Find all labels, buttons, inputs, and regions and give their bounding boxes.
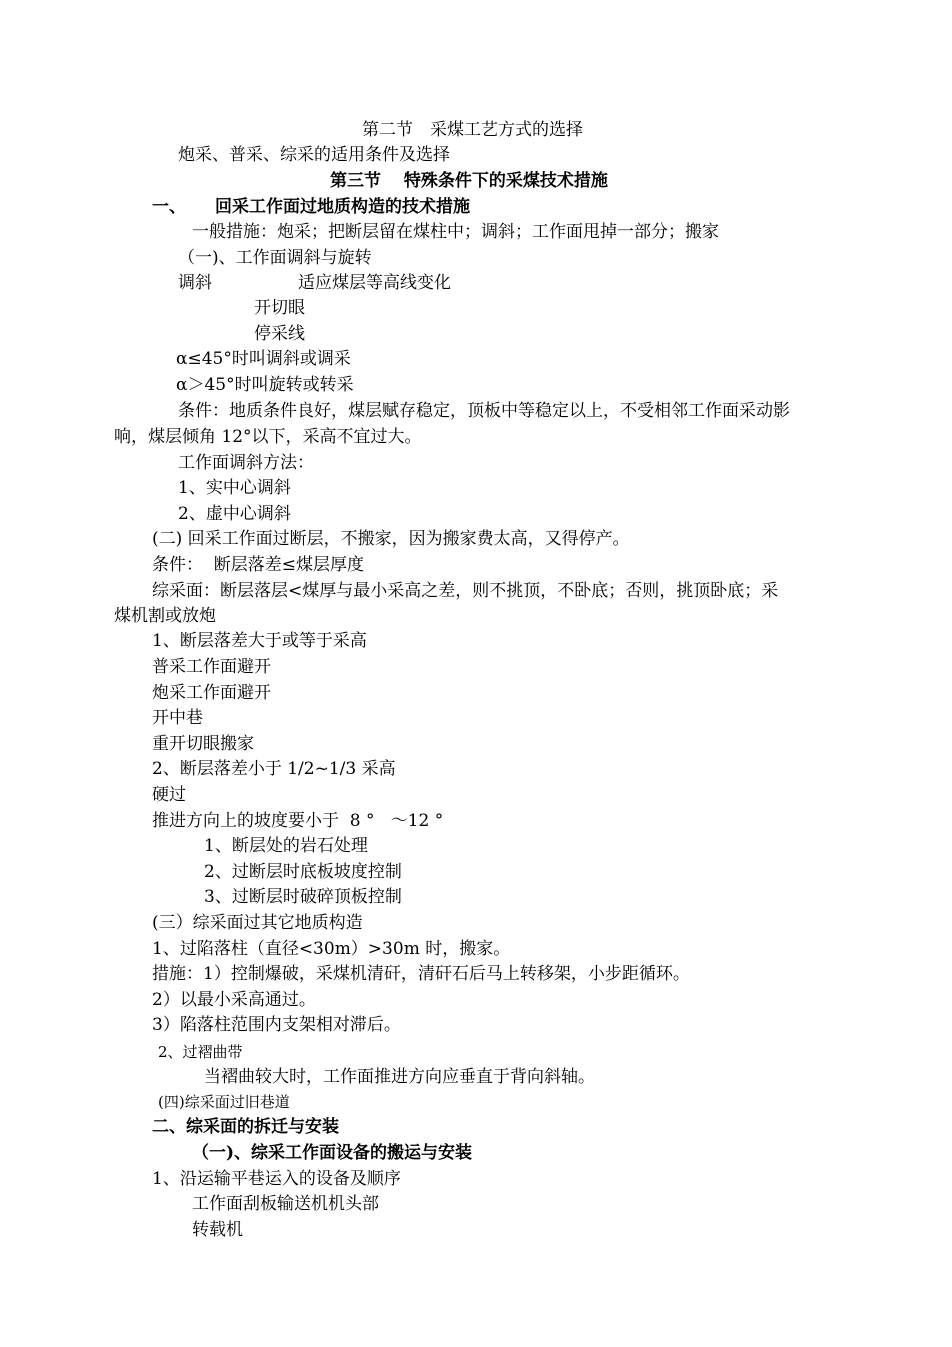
text-line: 响，煤层倾角 12°以下，采高不宜过大。 (114, 427, 422, 447)
text-line: 硬过 (152, 785, 186, 805)
list-item: 3、过断层时破碎顶板控制 (204, 887, 402, 907)
list-item: 1、过陷落柱（直径<30m）>30m 时，搬家。 (152, 939, 511, 959)
text-line: α＞45°时叫旋转或转采 (176, 375, 354, 395)
text-line: 综采面：断层落层<煤厚与最小采高之差，则不挑顶，不卧底；否则，挑顶卧底；采 (152, 581, 779, 601)
text-line: 煤机割或放炮 (114, 606, 216, 626)
list-item: 2、虚中心调斜 (178, 504, 291, 524)
subsection-heading: （一)、工作面调斜与旋转 (178, 248, 372, 268)
subsection-heading: （一)、综采工作面设备的搬运与安装 (192, 1143, 473, 1163)
list-item: 1、沿运输平巷运入的设备及顺序 (152, 1169, 401, 1189)
list-item: 1、实中心调斜 (178, 478, 291, 498)
text-line: 转载机 (192, 1220, 243, 1240)
text-line: α≤45°时叫调斜或调采 (176, 349, 351, 369)
text-line: 3）陷落柱范围内支架相对滞后。 (152, 1015, 401, 1035)
subsection-heading: (四)综采面过旧巷道 (158, 1093, 290, 1111)
section-heading-3: 第三节 特殊条件下的采煤技术措施 (330, 171, 608, 191)
text-line: 开切眼 (254, 298, 305, 318)
text-line: 停采线 (254, 324, 305, 344)
text-line: 推进方向上的坡度要小于 8 ° ～12 ° (152, 811, 444, 831)
chapter-number: 一、 (152, 197, 186, 217)
text-line: 工作面刮板输送机机头部 (192, 1194, 379, 1214)
subsection-heading: (二) 回采工作面过断层，不搬家，因为搬家费太高，又得停产。 (152, 529, 630, 549)
list-item: 1、断层处的岩石处理 (204, 836, 368, 856)
text-line: 重开切眼搬家 (152, 734, 254, 754)
text-line: 当褶曲较大时，工作面推进方向应垂直于背向斜轴。 (204, 1067, 595, 1087)
list-item: 2、过褶曲带 (158, 1043, 243, 1061)
list-item: 2、断层落差小于 1/2~1/3 采高 (152, 759, 396, 779)
text-line: 普采工作面避开 (152, 657, 271, 677)
list-item: 1、断层落差大于或等于采高 (152, 631, 367, 651)
text-line: 2）以最小采高通过。 (152, 990, 316, 1010)
subsection-heading: (三）综采面过其它地质构造 (152, 913, 363, 933)
chapter-heading: 回采工作面过地质构造的技术措施 (215, 197, 470, 217)
section-heading-2: 第二节 采煤工艺方式的选择 (362, 120, 583, 140)
text-line: 开中巷 (152, 708, 203, 728)
text-line: 炮采工作面避开 (152, 683, 271, 703)
text-line: 调斜 (178, 273, 212, 293)
text-line: 一般措施：炮采；把断层留在煤柱中；调斜；工作面甩掉一部分；搬家 (192, 222, 719, 242)
chapter-heading: 二、综采面的拆迁与安装 (152, 1117, 339, 1137)
list-item: 2、过断层时底板坡度控制 (204, 862, 402, 882)
text-line: 工作面调斜方法： (178, 453, 314, 473)
text-line: 条件：地质条件良好，煤层赋存稳定，顶板中等稳定以上，不受相邻工作面采动影 (178, 401, 790, 421)
text-line: 条件： 断层落差≤煤层厚度 (152, 555, 365, 575)
text-line: 措施：1）控制爆破，采煤机清矸，清矸石后马上转移架，小步距循环。 (152, 964, 690, 984)
text-line: 炮采、普采、综采的适用条件及选择 (178, 145, 450, 165)
text-line: 适应煤层等高线变化 (298, 273, 451, 293)
